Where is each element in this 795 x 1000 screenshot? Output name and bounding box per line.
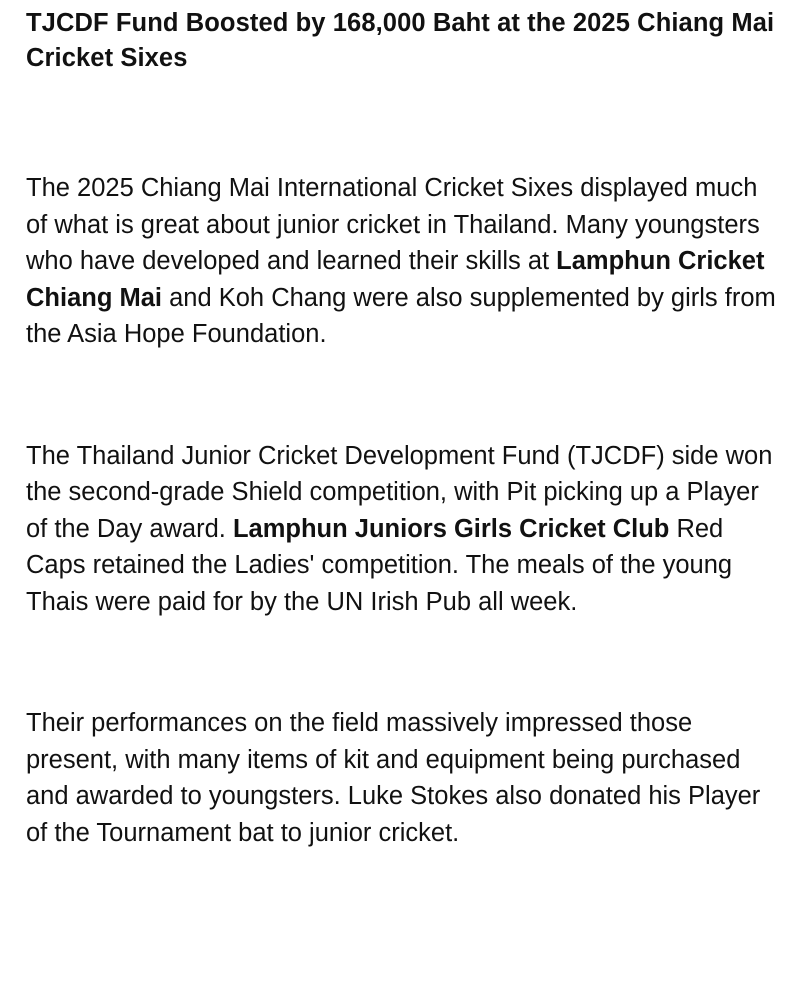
paragraph-1-text-b: and Koh Chang were also supplemented by girls from the Asia Hope Foundation. [26,283,776,348]
article [26,6,776,851]
paragraph-1-bold-a: Lamphun Cricket Chiang Mai [26,247,765,312]
paragraph-2 [26,438,776,621]
article-title: TJCDF Fund Boosted by 168,000 Baht at the 2025 Chiang Mai Cricket Sixes [26,9,775,72]
paragraph-3 [26,705,776,851]
paragraph-3-text: Their performances on the field massively impressed those present, with many items of kit and equipment being purchased and awarded to youngsters. Luke Stokes also donated his Player of the Tournament bat to junior cricket. [26,709,761,847]
paragraph-1 [26,170,776,353]
paragraph-2-text-a: The Thailand Junior Cricket Development Fund (TJCDF) side won the second-grade Shield competition, with Pit picking up a Player of the Day award. [26,441,773,543]
paragraph-2-bold-a: Lamphun Juniors Girls Cricket Club [232,514,670,543]
paragraph-1-text-a: The 2025 Chiang Mai International Cricket Sixes displayed much of what is great about junior cricket in Thailand. Many youngsters who have developed and learned their skills at [26,174,760,275]
paragraph-2-text-b: Red Caps retained the Ladies' competition. The meals of the young Thais were paid for by the UN Irish Pub all week. [26,514,733,616]
